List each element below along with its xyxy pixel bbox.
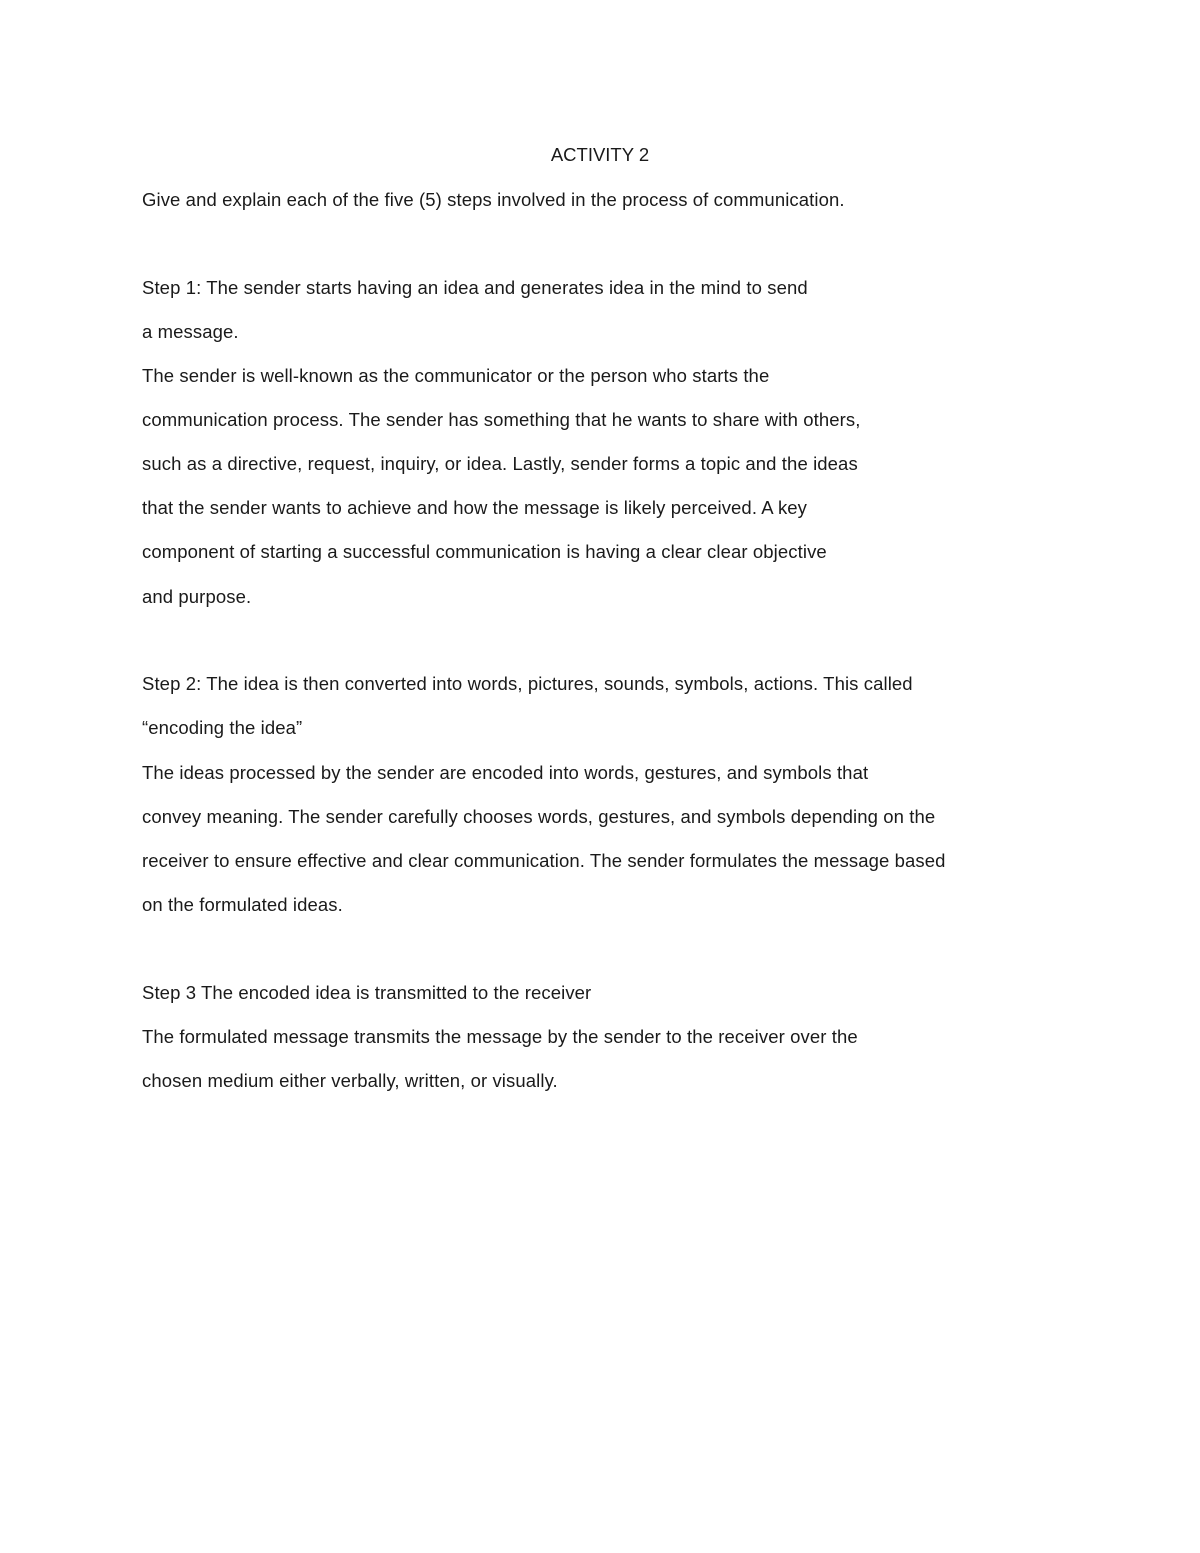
step2-body-line: on the formulated ideas. — [142, 894, 343, 915]
step2-heading-cont: “encoding the idea” — [142, 717, 303, 738]
page-title: ACTIVITY 2 — [550, 144, 650, 165]
step2-body-line: convey meaning. The sender carefully chooses words, gestures, and symbols depending on the — [142, 806, 936, 827]
step3-heading: Step 3 The encoded idea is transmitted to the receiver — [142, 982, 592, 1003]
step2-heading: Step 2: The idea is then converted into words, pictures, sounds, symbols, actions. This called — [142, 673, 913, 694]
step2-body-line: receiver to ensure effective and clear communication. The sender formulates the message based — [142, 850, 946, 871]
step3-body-line: chosen medium either verbally, written, or visually. — [142, 1070, 558, 1091]
step1-body-line: component of starting a successful communication is having a clear clear objective — [142, 541, 827, 562]
prompt-text: Give and explain each of the five (5) steps involved in the process of communication. — [142, 189, 845, 210]
step2-body-line: The ideas processed by the sender are encoded into words, gestures, and symbols that — [142, 762, 869, 783]
step3-body-line: The formulated message transmits the message by the sender to the receiver over the — [142, 1026, 858, 1047]
step1-body-line: and purpose. — [142, 586, 252, 607]
step1-heading: Step 1: The sender starts having an idea and generates idea in the mind to send — [142, 277, 808, 298]
step1-heading-cont: a message. — [142, 321, 239, 342]
step1-body-line: communication process. The sender has something that he wants to share with others, — [142, 409, 861, 430]
step1-body-line: that the sender wants to achieve and how the message is likely perceived. A key — [142, 497, 808, 518]
step1-body-line: The sender is well-known as the communicator or the person who starts the — [142, 365, 770, 386]
step1-body-line: such as a directive, request, inquiry, or idea. Lastly, sender forms a topic and the ideas — [142, 453, 858, 474]
